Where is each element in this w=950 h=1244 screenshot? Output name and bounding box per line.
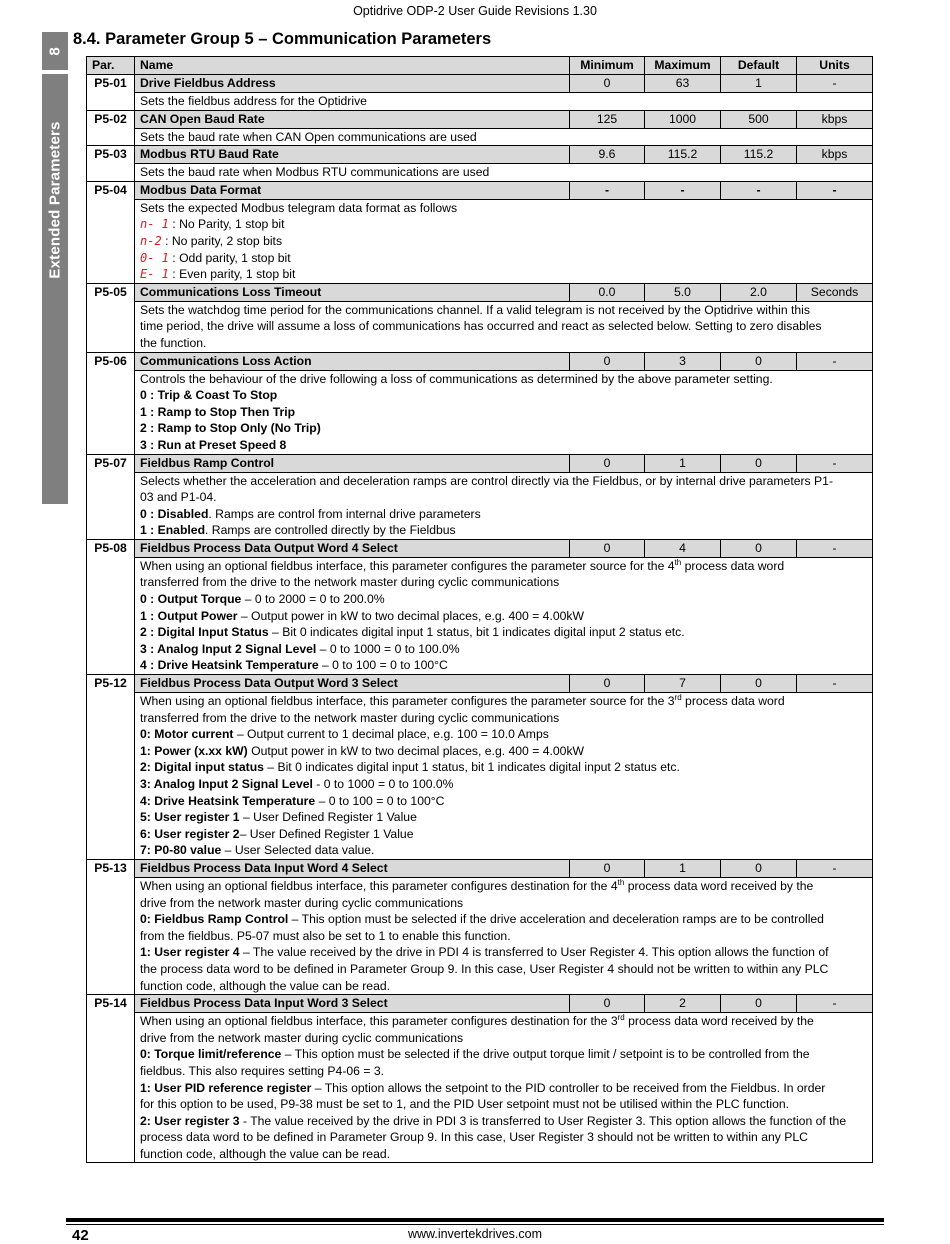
description-line <box>140 809 867 826</box>
column-header-default: Default <box>721 57 797 75</box>
display-code: 0- 1 <box>140 250 169 265</box>
parameter-minimum: 0 <box>570 675 645 693</box>
description-text: process data word <box>681 694 785 709</box>
parameter-maximum: 2 <box>645 995 721 1013</box>
description-text: : No Parity, 1 stop bit <box>168 217 285 232</box>
description-line <box>140 793 867 810</box>
parameter-id: P5-14 <box>87 995 135 1163</box>
description-text: transferred from the drive to the network master during cyclic communications <box>140 575 560 590</box>
parameter-default: 0 <box>721 859 797 877</box>
footer-rule <box>66 1218 884 1222</box>
description-text: – This option must be selected if the drive output torque limit / setpoint is to be controlled from the <box>281 1047 810 1062</box>
parameter-maximum: 4 <box>645 539 721 557</box>
footer-url: www.invertekdrives.com <box>407 1227 543 1241</box>
parameter-id: P5-05 <box>87 283 135 352</box>
parameter-maximum: 3 <box>645 352 721 370</box>
parameter-default: - <box>721 181 797 199</box>
chapter-number-tab <box>42 32 68 70</box>
option-label: 1: Power (x.xx kW) <box>140 743 248 758</box>
description-line <box>140 318 867 335</box>
parameter-default: 500 <box>721 110 797 128</box>
description-line <box>140 1113 867 1130</box>
parameter-description <box>135 128 873 146</box>
parameter-description-row <box>87 128 873 146</box>
description-text: : Even parity, 1 stop bit <box>168 267 296 282</box>
parameter-id: P5-02 <box>87 110 135 146</box>
description-text: function code, although the value can be read. <box>140 1146 391 1161</box>
parameter-name: Modbus RTU Baud Rate <box>135 146 570 164</box>
description-text: – 0 to 1000 = 0 to 100.0% <box>316 641 460 656</box>
option-label: 0: Torque limit/reference <box>140 1047 282 1062</box>
description-text: : No parity, 2 stop bits <box>161 233 283 248</box>
parameter-minimum: 9.6 <box>570 146 645 164</box>
description-line <box>140 961 867 978</box>
description-line <box>140 129 867 146</box>
parameter-minimum: 0 <box>570 859 645 877</box>
ordinal-suffix: th <box>617 877 625 887</box>
description-text: – Output power in kW to two decimal places, e.g. 400 = 4.00kW <box>237 608 584 623</box>
parameter-default: 0 <box>721 352 797 370</box>
parameter-description <box>135 877 873 994</box>
description-text: When using an optional fieldbus interface, this parameter configures the parameter source for the 4 <box>140 558 675 573</box>
column-header-minimum: Minimum <box>570 57 645 75</box>
parameter-units: - <box>797 352 873 370</box>
option-label: 3 : Run at Preset Speed 8 <box>140 437 287 452</box>
description-line <box>140 726 867 743</box>
parameter-default: 0 <box>721 675 797 693</box>
parameter-units: - <box>797 995 873 1013</box>
description-text: the function. <box>140 335 207 350</box>
display-code: n-2 <box>140 233 162 248</box>
option-label: 4: Drive Heatsink Temperature <box>140 793 316 808</box>
option-label: 5: User register 1 <box>140 810 240 825</box>
section-title: 8.4. Parameter Group 5 – Communication Parameters <box>73 30 492 48</box>
option-label: 3: Analog Input 2 Signal Level <box>140 777 313 791</box>
parameter-name: CAN Open Baud Rate <box>135 110 570 128</box>
description-text: – 0 to 2000 = 0 to 200.0% <box>241 592 385 607</box>
description-text: Sets the watchdog time period for the communications channel. If a valid telegram is not received by the Optidrive within this <box>140 302 810 317</box>
column-header-units: Units <box>797 57 873 75</box>
parameter-row <box>87 995 873 1013</box>
description-line <box>140 216 867 233</box>
description-line <box>140 776 867 793</box>
parameter-description-row <box>87 93 873 111</box>
parameter-id: P5-01 <box>87 75 135 111</box>
parameter-units: - <box>797 75 873 93</box>
description-line <box>140 233 867 250</box>
footer-rule-thin <box>66 1224 884 1225</box>
parameter-name: Drive Fieldbus Address <box>135 75 570 93</box>
description-text: – User Defined Register 1 Value <box>239 826 414 841</box>
option-label: 0 : Trip & Coast To Stop <box>140 388 278 403</box>
parameter-id: P5-04 <box>87 181 135 283</box>
description-line <box>140 608 867 625</box>
parameter-row <box>87 454 873 472</box>
description-line <box>140 1046 867 1063</box>
description-text: Sets the expected Modbus telegram data format as follows <box>140 200 458 215</box>
description-text: : Odd parity, 1 stop bit <box>168 250 291 265</box>
description-line <box>140 473 867 490</box>
option-label: 1 : Output Power <box>140 608 238 623</box>
parameter-row <box>87 75 873 93</box>
description-line <box>140 1096 867 1113</box>
description-line <box>140 1013 867 1030</box>
parameter-maximum: 1 <box>645 454 721 472</box>
parameter-description-row <box>87 877 873 994</box>
parameter-description <box>135 1013 873 1163</box>
option-label: 4 : Drive Heatsink Temperature <box>140 658 319 673</box>
parameter-row <box>87 675 873 693</box>
description-text: process data word received by the <box>624 1014 814 1029</box>
parameter-description-row <box>87 472 873 539</box>
parameter-default: 2.0 <box>721 283 797 301</box>
description-line <box>140 489 867 506</box>
parameter-name: Communications Loss Action <box>135 352 570 370</box>
parameter-minimum: 0 <box>570 539 645 557</box>
table-header-row <box>87 57 873 75</box>
description-line <box>140 759 867 776</box>
parameter-description-row <box>87 301 873 352</box>
description-line <box>140 1080 867 1097</box>
description-text: – This option allows the setpoint to the PID controller to be received from the Fieldbus. In order <box>311 1080 826 1095</box>
description-line <box>140 387 867 404</box>
description-line <box>140 250 867 267</box>
description-line <box>140 743 867 760</box>
parameter-minimum: - <box>570 181 645 199</box>
parameter-minimum: 125 <box>570 110 645 128</box>
parameter-id: P5-07 <box>87 454 135 539</box>
option-label: 2 : Ramp to Stop Only (No Trip) <box>140 421 321 436</box>
chapter-label: Extended Parameters <box>46 121 64 279</box>
description-line <box>140 404 867 421</box>
parameter-description <box>135 301 873 352</box>
parameter-description <box>135 199 873 283</box>
description-text: – 0 to 100 = 0 to 100°C <box>318 658 448 673</box>
parameter-name: Fieldbus Process Data Output Word 3 Select <box>135 675 570 693</box>
description-line <box>140 710 867 727</box>
description-line <box>140 335 867 352</box>
parameter-id: P5-12 <box>87 675 135 860</box>
parameter-description <box>135 93 873 111</box>
description-text: – User Selected data value. <box>221 843 375 858</box>
parameter-default: 1 <box>721 75 797 93</box>
description-text: process data word received by the <box>624 878 814 893</box>
option-label: 3 : Analog Input 2 Signal Level <box>140 641 317 656</box>
ordinal-suffix: rd <box>674 692 682 702</box>
description-text: Selects whether the acceleration and deceleration ramps are control directly via the Fieldbus, or by internal drive parameters P1- <box>140 473 834 488</box>
parameter-minimum: 0 <box>570 75 645 93</box>
parameter-minimum: 0 <box>570 454 645 472</box>
column-header-maximum: Maximum <box>645 57 721 75</box>
parameter-maximum: 1000 <box>645 110 721 128</box>
column-header-name: Name <box>135 57 570 75</box>
description-text: – The value received by the drive in PDI 4 is transferred to User Register 4. This option allows the function of <box>239 945 829 960</box>
parameter-id: P5-03 <box>87 146 135 182</box>
description-line <box>140 420 867 437</box>
description-text: function code, although the value can be read. <box>140 978 391 993</box>
parameter-description-row <box>87 1013 873 1163</box>
parameter-default: 0 <box>721 454 797 472</box>
page-number: 42 <box>72 1227 89 1244</box>
description-line <box>140 93 867 110</box>
parameter-minimum: 0.0 <box>570 283 645 301</box>
description-text: . Ramps are controlled directly by the Fieldbus <box>205 523 456 538</box>
description-text: for this option to be used, P9-38 must be set to 1, and the PID User setpoint must not be utilised within the PLC function. <box>140 1097 790 1112</box>
option-label: 7: P0-80 value <box>140 843 222 858</box>
parameter-name: Modbus Data Format <box>135 181 570 199</box>
display-code: n- 1 <box>140 217 169 232</box>
parameter-maximum: - <box>645 181 721 199</box>
description-text: – Bit 0 indicates digital input 1 status, bit 1 indicates digital input 2 status etc. <box>268 625 685 640</box>
description-text: When using an optional fieldbus interface, this parameter configures the parameter source for the 3 <box>140 694 675 709</box>
parameter-maximum: 5.0 <box>645 283 721 301</box>
description-line <box>140 164 867 181</box>
parameter-id: P5-08 <box>87 539 135 674</box>
description-line <box>140 1063 867 1080</box>
description-line <box>140 978 867 995</box>
description-line <box>140 302 867 319</box>
parameter-description-row <box>87 199 873 283</box>
option-label: 2: User register 3 <box>140 1113 240 1128</box>
description-line <box>140 895 867 912</box>
description-text: Sets the fieldbus address for the Optidrive <box>140 94 367 108</box>
description-text: – Bit 0 indicates digital input 1 status, bit 1 indicates digital input 2 status etc. <box>263 760 680 775</box>
option-label: 6: User register 2 <box>140 826 240 841</box>
parameter-row <box>87 283 873 301</box>
parameter-description <box>135 370 873 454</box>
description-line <box>140 591 867 608</box>
page-header: Optidrive ODP-2 User Guide Revisions 1.30 <box>353 4 597 18</box>
parameter-units: - <box>797 454 873 472</box>
parameter-units: - <box>797 859 873 877</box>
description-text: – 0 to 100 = 0 to 100°C <box>315 793 445 808</box>
option-label: 2: Digital input status <box>140 760 264 775</box>
parameter-description-row <box>87 693 873 860</box>
description-text: process data word <box>681 558 785 573</box>
description-line <box>140 878 867 895</box>
option-label: 1 : Ramp to Stop Then Trip <box>140 404 296 419</box>
description-text: - The value received by the drive in PDI 3 is transferred to User Register 3. This option allows the function of the <box>239 1113 847 1128</box>
parameter-name: Fieldbus Ramp Control <box>135 454 570 472</box>
description-text: Sets the baud rate when CAN Open communications are used <box>140 129 477 144</box>
description-text: When using an optional fieldbus interface, this parameter configures destination for the 4 <box>140 878 618 893</box>
description-text: process data word to be defined in Parameter Group 9. In this case, User Register 3 should not be written to within any PLC <box>140 1130 808 1145</box>
parameter-units: kbps <box>797 110 873 128</box>
description-text: drive from the network master during cyclic communications <box>140 895 464 910</box>
option-label: 0: Fieldbus Ramp Control <box>140 912 289 927</box>
parameter-table <box>86 56 873 1163</box>
option-label: 1 : Enabled <box>140 523 206 538</box>
parameter-description <box>135 472 873 539</box>
description-line <box>140 657 867 674</box>
ordinal-suffix: th <box>674 557 682 567</box>
description-text: the process data word to be defined in Parameter Group 9. In this case, User Register 4 should not be written to within any PLC <box>140 961 829 976</box>
description-line <box>140 842 867 859</box>
description-text: Controls the behaviour of the drive following a loss of communications as determined by the above parameter setting. <box>140 371 773 386</box>
description-text: – This option must be selected if the drive acceleration and deceleration ramps are to be controlled <box>288 912 824 927</box>
parameter-minimum: 0 <box>570 352 645 370</box>
parameter-row <box>87 352 873 370</box>
option-label: 1: User register 4 <box>140 945 240 960</box>
description-text: Output power in kW to two decimal places, e.g. 400 = 4.00kW <box>247 743 585 758</box>
parameter-name: Fieldbus Process Data Input Word 3 Select <box>135 995 570 1013</box>
parameter-maximum: 115.2 <box>645 146 721 164</box>
description-text: Sets the baud rate when Modbus RTU communications are used <box>140 165 490 180</box>
description-line <box>140 266 867 283</box>
description-text: – Output current to 1 decimal place, e.g. 100 = 10.0 Amps <box>233 727 549 742</box>
description-line <box>140 641 867 658</box>
description-line <box>140 911 867 928</box>
parameter-maximum: 63 <box>645 75 721 93</box>
parameter-description-row <box>87 370 873 454</box>
parameter-units: - <box>797 675 873 693</box>
parameter-maximum: 1 <box>645 859 721 877</box>
description-text: . Ramps are control from internal drive parameters <box>208 506 481 521</box>
ordinal-suffix: rd <box>617 1013 625 1023</box>
parameter-row <box>87 110 873 128</box>
parameter-description <box>135 164 873 182</box>
chapter-label-tab <box>42 74 68 504</box>
parameter-description <box>135 693 873 860</box>
parameter-id: P5-13 <box>87 859 135 994</box>
description-line <box>140 506 867 523</box>
parameter-description-row <box>87 164 873 182</box>
parameter-minimum: 0 <box>570 995 645 1013</box>
description-line <box>140 826 867 843</box>
description-text: time period, the drive will assume a loss of communications has occurred and react as selected below. Setting to zero disables <box>140 319 822 334</box>
description-text: transferred from the drive to the network master during cyclic communications <box>140 710 560 725</box>
description-line <box>140 944 867 961</box>
option-label: 2 : Digital Input Status <box>140 625 269 640</box>
option-label: 0 : Disabled <box>140 506 209 521</box>
parameter-row <box>87 539 873 557</box>
parameter-row <box>87 181 873 199</box>
parameter-default: 115.2 <box>721 146 797 164</box>
description-text: - 0 to 1000 = 0 to 100.0% <box>312 777 454 791</box>
description-line <box>140 371 867 388</box>
description-line <box>140 693 867 710</box>
option-label: 1: User PID reference register <box>140 1080 312 1095</box>
description-text: – User Defined Register 1 Value <box>239 810 417 825</box>
parameter-default: 0 <box>721 539 797 557</box>
description-line <box>140 200 867 217</box>
parameter-id: P5-06 <box>87 352 135 454</box>
chapter-number: 8 <box>46 46 64 56</box>
parameter-units: Seconds <box>797 283 873 301</box>
description-text: 03 and P1-04. <box>140 490 217 505</box>
parameter-default: 0 <box>721 995 797 1013</box>
option-label: 0: Motor current <box>140 727 234 742</box>
parameter-row <box>87 146 873 164</box>
description-line <box>140 1129 867 1146</box>
parameter-name: Communications Loss Timeout <box>135 283 570 301</box>
option-label: 0 : Output Torque <box>140 592 242 607</box>
parameter-row <box>87 859 873 877</box>
parameter-units: kbps <box>797 146 873 164</box>
display-code: E- 1 <box>140 267 169 282</box>
chapter-side-tab <box>42 32 68 504</box>
description-text: When using an optional fieldbus interface, this parameter configures destination for the 3 <box>140 1014 618 1029</box>
parameter-maximum: 7 <box>645 675 721 693</box>
parameter-description <box>135 557 873 674</box>
description-line <box>140 928 867 945</box>
parameter-description-row <box>87 557 873 674</box>
description-line <box>140 522 867 539</box>
parameter-units: - <box>797 539 873 557</box>
description-line <box>140 1030 867 1047</box>
description-line <box>140 574 867 591</box>
description-text: drive from the network master during cyclic communications <box>140 1030 464 1045</box>
description-text: from the fieldbus. P5-07 must also be set to 1 to enable this function. <box>140 928 511 943</box>
column-header-par: Par. <box>87 57 135 75</box>
description-line <box>140 558 867 575</box>
description-line <box>140 624 867 641</box>
description-line <box>140 1146 867 1163</box>
parameter-units: - <box>797 181 873 199</box>
parameter-name: Fieldbus Process Data Output Word 4 Select <box>135 539 570 557</box>
parameter-name: Fieldbus Process Data Input Word 4 Select <box>135 859 570 877</box>
description-text: fieldbus. This also requires setting P4-06 = 3. <box>140 1063 384 1078</box>
description-line <box>140 437 867 454</box>
